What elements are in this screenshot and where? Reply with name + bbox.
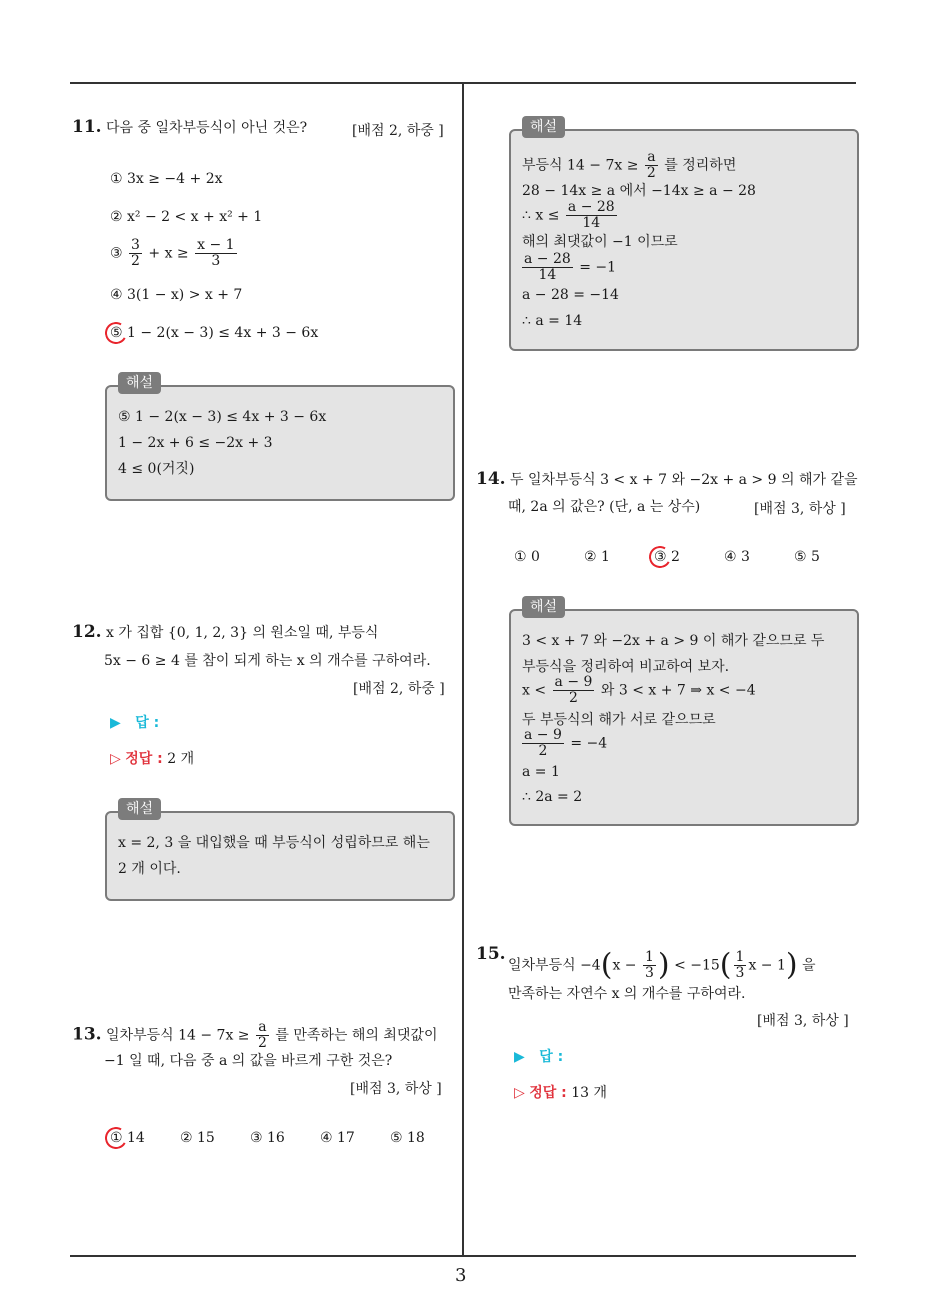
q13-header: 13. 일차부등식 14 − 7x ≥ $\frac{a}{2}$ 를 만족하는 해의 최댓값이 [72, 1019, 438, 1051]
outline-triangle-icon: ▷ [110, 751, 121, 767]
q11-solution-line-3: 4 ≤ 0(거짓) [118, 461, 195, 477]
q14-solution-line-2: 부등식을 정리하여 비교하여 보자. [522, 659, 730, 675]
q11-choice-4[interactable]: ④ 3(1 − x) > x + 7 [110, 287, 243, 303]
q13-number: 13. [72, 1024, 102, 1045]
q12-correct-value: 2 개 [167, 751, 195, 767]
q12-correct-label: 정답 : [125, 751, 163, 767]
q12-correct-row [110, 748, 194, 768]
q13-solution-line-3: ∴ x ≤ $\frac{a - 28}{14}$ [522, 199, 615, 231]
q14-solution-line-1: 3 < x + 7 와 −2x + a > 9 이 해가 같으므로 두 [522, 633, 825, 649]
q14-solution-line-6: a = 1 [522, 764, 560, 780]
q15-header [476, 945, 506, 964]
q12-solution-line-1: x = 2, 3 을 대입했을 때 부등식이 성립하므로 해는 [118, 835, 430, 851]
q12-line-1: x 가 집합 {0, 1, 2, 3} 의 원소일 때, 부등식 [106, 625, 379, 641]
q12-score: [배점 2, 하중 ] [353, 681, 445, 697]
q13-score: [배점 3, 하상 ] [350, 1081, 442, 1097]
q13-answer-circle [103, 1125, 130, 1152]
q13-solution-line-4: 해의 최댓값이 −1 이므로 [522, 234, 678, 250]
q14-number: 14. [476, 469, 506, 489]
q12-line-2: 5x − 6 ≥ 4 를 참이 되게 하는 x 의 개수를 구하여라. [104, 653, 431, 669]
q11-choice-5[interactable]: ⑤ 1 − 2(x − 3) ≤ 4x + 3 − 6x [110, 325, 319, 341]
play-icon: ▶ [514, 1049, 525, 1065]
q12-number: 12. [72, 622, 102, 642]
q11-header [72, 118, 307, 137]
q15-correct-row [514, 1082, 607, 1102]
q12-solution-line-2: 2 개 이다. [118, 861, 181, 877]
q15-number: 15. [476, 944, 506, 964]
q13-solution-line-5: $\frac{a - 28}{14}$ = −1 [524, 251, 617, 283]
q14-choice-4[interactable]: ④ 3 [724, 549, 750, 565]
q14-solution-line-7: ∴ 2a = 2 [522, 789, 583, 805]
q15-line-2: 만족하는 자연수 x 의 개수를 구하여라. [508, 986, 746, 1002]
q14-choice-2[interactable]: ② 1 [584, 549, 610, 565]
q13-choice-4[interactable]: ④ 17 [320, 1130, 355, 1146]
q13-line-2: −1 일 때, 다음 중 a 의 값을 바르게 구한 것은? [104, 1053, 393, 1069]
q11-score: [배점 2, 하중 ] [352, 123, 444, 139]
q15-correct-label: 정답 : [529, 1085, 567, 1101]
q14-score: [배점 3, 하상 ] [754, 501, 846, 517]
q11-choice-1[interactable]: ① 3x ≥ −4 + 2x [110, 171, 223, 187]
q15-score: [배점 3, 하상 ] [757, 1013, 849, 1029]
q12-answer-row[interactable] [110, 712, 159, 732]
q13-solution-line-6: a − 28 = −14 [522, 287, 619, 303]
q14-choice-3[interactable]: ③ 2 [654, 549, 680, 565]
q11-text: 다음 중 일차부등식이 아닌 것은? [106, 120, 308, 136]
q15-line-1: 일차부등식 −4(x − $\frac{1}{3}$ ) < −15( $\frac{1}{3}$ x − 1) 을 [508, 947, 816, 983]
q14-choice-5[interactable]: ⑤ 5 [794, 549, 820, 565]
q12-answer-label: 답 : [135, 715, 160, 731]
q11-number: 11. [72, 117, 102, 137]
q14-solution-line-4: 두 부등식의 해가 서로 같으므로 [522, 712, 716, 728]
q13-solution-line-2: 28 − 14x ≥ a 에서 −14x ≥ a − 28 [522, 183, 756, 199]
q13-solution-line-7: ∴ a = 14 [522, 313, 583, 329]
q11-choice-2[interactable]: ② x² − 2 < x + x² + 1 [110, 209, 263, 225]
q12-solution-tag: 해설 [118, 798, 161, 820]
q12-header [72, 623, 378, 642]
column-divider [462, 83, 464, 1255]
q14-solution-line-3: x < $\frac{a - 9}{2}$ 와 3 < x + 7 ⇒ x < −4 [522, 674, 756, 706]
q14-solution-tag: 해설 [522, 596, 565, 618]
bottom-rule [70, 1255, 856, 1257]
q11-solution-line-2: 1 − 2x + 6 ≤ −2x + 3 [118, 435, 273, 451]
q11-answer-circle [103, 320, 130, 347]
q14-answer-circle [647, 544, 674, 571]
q15-correct-value: 13 개 [571, 1085, 608, 1101]
q14-choice-1[interactable]: ① 0 [514, 549, 540, 565]
q11-solution-tag: 해설 [118, 372, 161, 394]
q14-line-2: 때, 2a 의 값은? (단, a 는 상수) [508, 499, 701, 515]
q14-solution-line-5: $\frac{a - 9}{2}$ = −4 [524, 727, 608, 759]
q14-header [476, 470, 858, 489]
q12-solution-box [105, 811, 455, 901]
outline-triangle-icon: ▷ [514, 1085, 525, 1101]
q15-answer-row[interactable] [514, 1046, 563, 1066]
q11-solution-line-1: ⑤ 1 − 2(x − 3) ≤ 4x + 3 − 6x [118, 409, 327, 425]
q13-choice-3[interactable]: ③ 16 [250, 1130, 285, 1146]
q13-solution-line-1: 부등식 14 − 7x ≥ $\frac{a}{2}$ 를 정리하면 [522, 149, 737, 181]
play-icon: ▶ [110, 715, 121, 731]
q11-choice-3[interactable]: ③ $\frac{3}{2}$ + x ≥ $\frac{x - 1}{3}$ [110, 237, 235, 269]
q13-solution-tag: 해설 [522, 116, 565, 138]
q15-answer-label: 답 : [539, 1049, 564, 1065]
q14-line-1: 두 일차부등식 3 < x + 7 와 −2x + a > 9 의 해가 같을 [510, 472, 858, 488]
q13-choice-2[interactable]: ② 15 [180, 1130, 215, 1146]
q13-choice-1[interactable]: ① 14 [110, 1130, 145, 1146]
page-number: 3 [455, 1265, 467, 1286]
q13-choice-5[interactable]: ⑤ 18 [390, 1130, 425, 1146]
